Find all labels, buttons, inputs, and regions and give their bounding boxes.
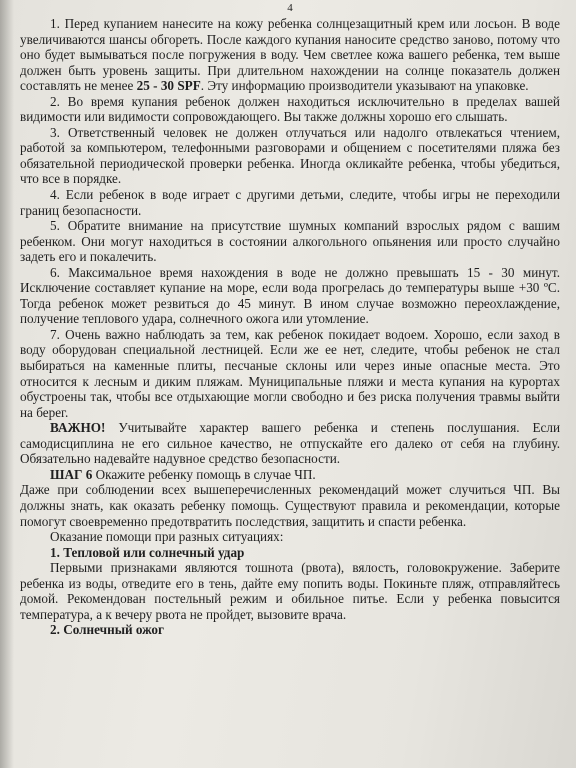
heading-heatstroke: 1. Тепловой или солнечный удар: [50, 544, 245, 560]
paragraph-step-6: ШАГ 6 Окажите ребенку помощь в случае ЧП.: [50, 466, 316, 482]
paragraph-important: ВАЖНО! Учитывайте характер вашего ребенка и степень послушания. Если самодисциплина не его сильное качество, не отпускайте его далеко от себя на глубину. Обязательно надевайте надувное средство безопасности.: [20, 420, 560, 467]
document-body: [20, 16, 560, 638]
paragraph-play-safety: 4. Если ребенок в воде играет с другими детьми, следите, чтобы игры не переходили границ безопасности.: [20, 187, 560, 218]
paragraph-visibility: 2. Во время купания ребенок должен находиться исключительно в пределах вашей видимости или видимости сопровождающего. Вы также должны хорошо его слышать.: [20, 93, 560, 125]
page-number: 4: [287, 2, 293, 14]
paragraph-time-limit: 6. Максимальное время нахождения в воде не должно превышать 15 - 30 минут. Исключение составляет купание на море, если вода прогрелась до температуры выше +30 ºС. Тогда ребенок может резвиться до 45 минут. В ином случае возможно переохлаждение, получение теплового удара, солнечного ожога или утомление.: [20, 264, 560, 327]
paragraph-noisy-adults: 5. Обратите внимание на присутствие шумных компаний взрослых рядом с вашим ребенком. Они могут находиться в состоянии алкогольного опьянения или просто случайно задеть его и покалечить.: [20, 218, 560, 265]
paragraph-emergency-intro: Даже при соблюдении всех вышеперечисленных рекомендаций может случиться ЧП. Вы должны знать, как оказать ребенку помощь. Существуют правила и рекомендации, которые помогут своевременно предотвратить последствия, защитить и спасти ребенка.: [20, 482, 560, 529]
spf-value: 25 - 30 SPF: [136, 78, 201, 94]
page-shadow: [0, 0, 14, 768]
important-label: ВАЖНО!: [50, 420, 106, 436]
step-label: ШАГ 6: [50, 466, 93, 482]
paragraph-exit-water: 7. Очень важно наблюдать за тем, как ребенок покидает водоем. Хорошо, если заход в воду оборудован специальной лестницей. Если же ее нет, следите, чтобы ребенок не стал выбираться на каменные плиты, песчаные склоны или через иные опасные места. Это относится к лесным и диким пляжам. Муниципальные пляжи и места купания на курортах обустроены так, чтобы все отдыхающие могли свободно и без риска получения травмы выйти на берег.: [20, 326, 560, 420]
paragraph-help-situations: Оказание помощи при разных ситуациях:: [50, 529, 284, 545]
paragraph-heatstroke: Первыми признаками являются тошнота (рвота), вялость, головокружение. Заберите ребенка из воды, отведите его в тень, дайте ему попить воды. Покиньте пляж, отправляйтесь домой. Рекомендован постельный режим и обильное питье. Если у ребенка повысится температура, а к вечеру рвота не пройдет, вызовите врача.: [20, 560, 560, 622]
paragraph-sunscreen: 1. Перед купанием нанесите на кожу ребенка солнцезащитный крем или лосьон. В воде увеличиваются шансы обгореть. После каждого купания наносите средство заново, потому что оно будет вымываться после погружения в воду. Чем светлее кожа вашего ребенка, тем выше должен быть уровень защиты. При длительном нахождении на солнце показатель должен составлять не менее 25 - 30 SPF. Эту информацию производители указывают на упаковке.: [20, 16, 560, 94]
paragraph-responsible-person: 3. Ответственный человек не должен отлучаться или надолго отвлекаться чтением, работой за компьютером, телефонными разговорами и общением с посетителями пляжа без обязательной периодической проверки ребенка. Иногда окликайте ребенка, чтобы убедиться, что все в порядке.: [20, 124, 560, 187]
heading-sunburn: 2. Солнечный ожог: [50, 622, 164, 638]
